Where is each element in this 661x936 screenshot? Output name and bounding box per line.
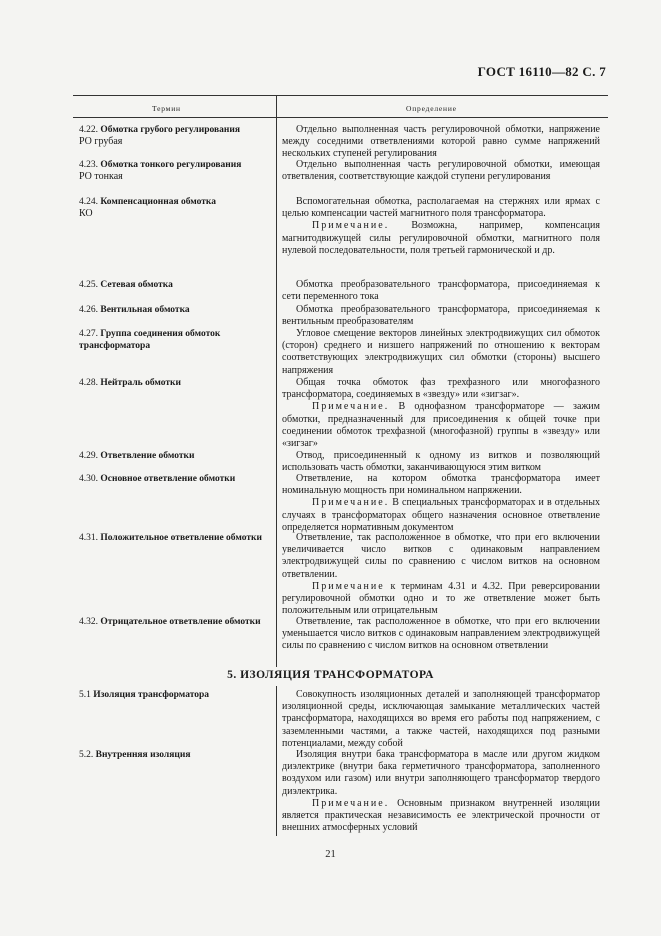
- note-text: Основным признаком внутренней изоляции является практическая независимость ее электрической прочности от внешних атмосферных условий: [282, 797, 600, 834]
- definition-cell: [282, 377, 600, 450]
- term-abbreviation: РО грубая: [79, 136, 123, 147]
- term-number: 4.27.: [79, 329, 101, 339]
- definition-text: Обмотка преобразовательного трансформатора, присоединяемая к сети переменного тока: [282, 279, 600, 303]
- term-abbreviation: КО: [79, 208, 93, 219]
- term-number: 4.23.: [79, 160, 101, 170]
- term-number: 4.32.: [79, 617, 101, 627]
- term-name: Обмотка тонкого регулирования: [100, 160, 242, 170]
- term-name: Сетевая обмотка: [100, 280, 173, 290]
- term-number: 4.31.: [79, 533, 101, 543]
- term-cell: [79, 377, 269, 389]
- term-name: Ответвление обмотки: [100, 451, 195, 461]
- definition-cell: [282, 749, 600, 834]
- term-cell: [79, 328, 269, 352]
- term-number: 5.1: [79, 690, 94, 700]
- term-name: Отрицательное ответвление обмотки: [100, 617, 261, 627]
- note-label: Примечание.: [312, 401, 390, 413]
- definition-text: Вспомогательная обмотка, располагаемая на стержнях или ярмах с целью компенсации частей магнитного поля трансформатора.: [282, 196, 600, 220]
- definition-cell: [282, 616, 600, 653]
- definition-text: Угловое смещение векторов линейных электродвижущих сил обмоток (сторон) среднего и низшего напряжений по отношению к векторам соответствующих электродвижущих сил обмотки (стороны) высшего напряжения: [282, 328, 600, 376]
- definition-cell: [282, 196, 600, 257]
- definition-note: [282, 798, 600, 835]
- term-cell: [79, 279, 269, 291]
- definition-text: Изоляция внутри бака трансформатора в масле или другом жидком диэлектрике (внутри бака герметичного трансформатора, заполненного воздухом или газом) или внутри заполняющего трансформатор твердого диэлектрика.: [282, 749, 600, 797]
- table-top-rule: [73, 95, 608, 96]
- term-cell: [79, 749, 269, 761]
- column-divider-section5: [276, 686, 277, 836]
- term-cell: [79, 124, 269, 148]
- definition-cell: [282, 473, 600, 534]
- definition-note: [282, 497, 600, 534]
- definition-text: Отдельно выполненная часть регулировочной обмотки, имеющая ответвления, соответствующие каждой ступени регулирования: [282, 159, 600, 183]
- definition-note: [282, 401, 600, 450]
- definition-cell: [282, 279, 600, 303]
- section-title: 5. ИЗОЛЯЦИЯ ТРАНСФОРМАТОРА: [227, 669, 434, 681]
- definition-note: [282, 220, 600, 257]
- note-text: к терминам 4.31 и 4.32. При реверсировании регулировочной обмотки одно и то же ответвление может быть положительным или отрицательным: [282, 580, 600, 617]
- column-divider-header: [276, 96, 277, 117]
- term-name: Обмотка грубого регулирования: [100, 125, 240, 135]
- definition-cell: [282, 124, 600, 161]
- term-cell: [79, 196, 269, 220]
- definition-cell: [282, 304, 600, 328]
- note-label: Примечание: [312, 580, 385, 592]
- column-divider: [276, 118, 277, 667]
- note-text: В специальных трансформаторах и в отдельных случаях в трансформаторах общего назначения основное ответвление определяется нормативным документом: [282, 497, 600, 533]
- term-cell: [79, 304, 269, 316]
- term-name: Компенсационная обмотка: [100, 197, 217, 207]
- term-cell: [79, 159, 269, 183]
- definition-cell: [282, 532, 600, 617]
- term-name: Внутренняя изоляция: [95, 750, 191, 760]
- definition-text: Обмотка преобразовательного трансформатора, присоединяемая к вентильным преобразователям: [282, 304, 600, 328]
- term-number: 4.30.: [79, 474, 101, 484]
- term-number: 5.2.: [79, 750, 96, 760]
- term-cell: [79, 689, 269, 701]
- page-number: 21: [325, 849, 336, 860]
- definition-text: Ответвление, на котором обмотка трансформатора имеет номинальную мощность при номинальном напряжении.: [282, 473, 600, 497]
- definition-cell: [282, 159, 600, 183]
- note-text: Возможна, например, компенсация магнитодвижущей силы регулировочной обмотки, магнитного поля нулевой последовательности, поля третьей гармонической и др.: [282, 220, 600, 256]
- definition-text: Ответвление, так расположенное в обмотке, что при его включении уменьшается число витков с одинаковым направлением электродвижущей силы по сравнению с числом витков на основном ответвлении: [282, 616, 600, 652]
- definition-text: Совокупность изоляционных деталей и заполняющей трансформатор изоляционной среды, исключающая замыкание металлических частей трансформатора, находящихся во время его работы под напряжением, с заземленными частями, а также частей, находящихся под разными потенциалами, между собой: [282, 689, 600, 749]
- term-number: 4.29.: [79, 451, 101, 461]
- definition-text: Ответвление, так расположенное в обмотке, что при его включении увеличивается число витков с одинаковым направлением электродвижущей силы по сравнению с числом витков на основном ответвлении.: [282, 532, 600, 580]
- term-number: 4.24.: [79, 197, 101, 207]
- term-number: 4.25.: [79, 280, 101, 290]
- definition-note: [282, 581, 600, 618]
- term-name: Нейтраль обмотки: [100, 378, 181, 388]
- definition-cell: [282, 450, 600, 474]
- term-number: 4.28.: [79, 378, 101, 388]
- term-cell: [79, 532, 269, 544]
- term-cell: [79, 616, 269, 628]
- note-label: Примечание.: [312, 797, 390, 809]
- definition-cell: [282, 689, 600, 750]
- note-label: Примечание.: [312, 497, 390, 509]
- term-number: 4.26.: [79, 305, 101, 315]
- column-header-term: Термин: [152, 104, 181, 113]
- term-cell: [79, 450, 269, 462]
- document-header: ГОСТ 16110—82 С. 7: [477, 64, 606, 79]
- term-name: Положительное ответвление обмотки: [100, 533, 262, 543]
- term-name: Основное ответвление обмотки: [100, 474, 236, 484]
- definition-text: Общая точка обмоток фаз трехфазного или многофазного трансформатора, соединяемых в «звезду» или «зигзаг».: [282, 377, 600, 401]
- term-name: Группа соединения обмоток трансформатора: [79, 329, 221, 351]
- definition-text: Отдельно выполненная часть регулировочной обмотки, напряжение между соседними ответвлениями которой равно сумме напряжений нескольких ступеней регулирования: [282, 124, 600, 160]
- note-text: В однофазном трансформаторе — зажим обмотки, предназначенный для присоединения к общей точке при соединении обмоток трехфазной (многофазной) группы в «звезду» или «зигзаг»: [282, 401, 600, 450]
- column-header-definition: Определение: [406, 104, 457, 113]
- term-abbreviation: РО тонкая: [79, 171, 123, 182]
- term-number: 4.22.: [79, 125, 101, 135]
- table-header-rule: [73, 117, 608, 118]
- note-label: Примечание.: [312, 220, 390, 232]
- term-name: Изоляция трансформатора: [93, 690, 210, 700]
- definition-text: Отвод, присоединенный к одному из витков и позволяющий использовать часть обмотки, заканчивающуюся этим витком: [282, 450, 600, 474]
- term-cell: [79, 473, 269, 485]
- definition-cell: [282, 328, 600, 377]
- term-name: Вентильная обмотка: [100, 305, 190, 315]
